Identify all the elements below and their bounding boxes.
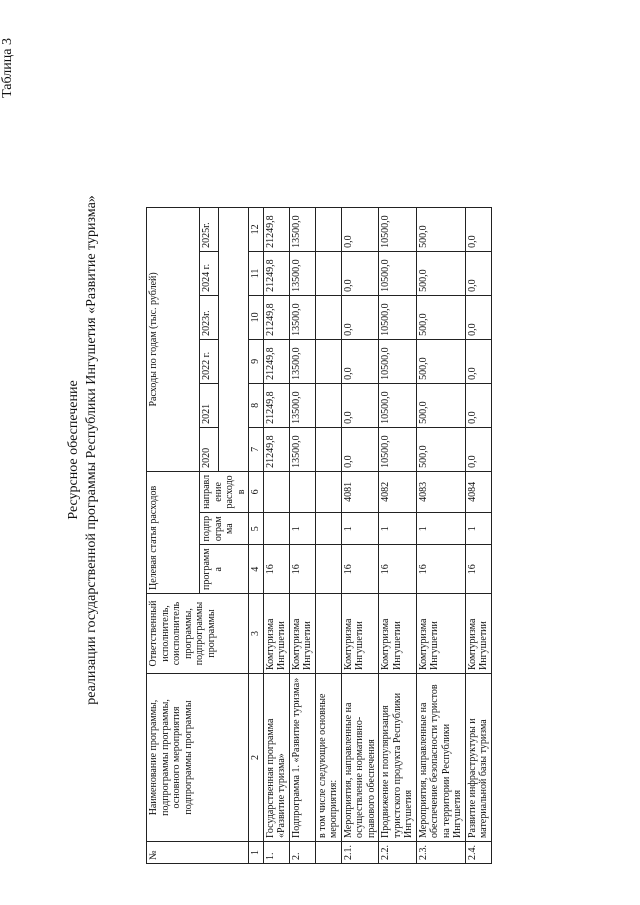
row-value: 500,0 — [416, 207, 465, 251]
row-direction: 4081 — [341, 471, 379, 512]
row-direction: 4082 — [379, 471, 417, 512]
header-year: 2022 г. — [200, 339, 219, 383]
column-number: 3 — [249, 594, 264, 674]
row-value — [315, 383, 341, 427]
row-value: 10500,0 — [379, 427, 417, 471]
table-row — [416, 207, 465, 863]
row-value: 0,0 — [341, 339, 379, 383]
row-value: 0,0 — [341, 295, 379, 339]
row-value: 21249,8 — [263, 295, 289, 339]
row-value — [315, 339, 341, 383]
row-subprog: 1 — [289, 512, 315, 545]
header-year: 2024 г. — [200, 251, 219, 295]
row-prog: 16 — [263, 545, 289, 594]
row-responsible: Комтуризма Ингушетии — [341, 594, 379, 674]
table-row — [315, 207, 341, 863]
header-year: 2023г. — [200, 295, 219, 339]
row-value — [315, 427, 341, 471]
row-name: Мероприятия, направленные на осуществление нормативно-правового обеспечения — [341, 674, 379, 842]
row-value: 0,0 — [341, 251, 379, 295]
row-value: 500,0 — [416, 383, 465, 427]
column-number: 6 — [249, 471, 264, 512]
table-row — [263, 207, 289, 863]
column-number: 8 — [249, 383, 264, 427]
row-value: 0,0 — [465, 207, 491, 251]
row-direction — [289, 471, 315, 512]
header-year: 2020 — [200, 427, 219, 471]
row-value: 13500,0 — [289, 427, 315, 471]
row-name: Развитие инфраструктуры и материальной базы туризма — [465, 674, 491, 842]
row-value: 13500,0 — [289, 251, 315, 295]
row-prog: 16 — [416, 545, 465, 594]
row-value: 10500,0 — [379, 339, 417, 383]
row-value: 21249,8 — [263, 383, 289, 427]
column-number: 5 — [249, 512, 264, 545]
row-value: 0,0 — [465, 339, 491, 383]
header-expenses: Расходы по годам (тыс. рублей) — [147, 207, 200, 471]
row-name: Подпрограмма 1. «Развитие туризма» — [289, 674, 315, 842]
header-target: Целевая статья расходов — [147, 471, 200, 593]
table-row — [465, 207, 491, 863]
column-number: 2 — [249, 674, 264, 842]
row-value — [315, 207, 341, 251]
row-direction — [315, 471, 341, 512]
row-prog: 16 — [465, 545, 491, 594]
row-name: Государственная программа «Развитие туризма» — [263, 674, 289, 842]
header-subprog: подпр ограм ма — [200, 512, 249, 545]
row-number: 2.2. — [379, 842, 417, 864]
row-name: в том числе следующие основные мероприятия: — [315, 674, 341, 842]
row-prog — [315, 545, 341, 594]
row-value: 10500,0 — [379, 251, 417, 295]
row-responsible: Комтуризма Ингушетии — [263, 594, 289, 674]
column-number: 1 — [249, 842, 264, 864]
document-subtitle: реализации государственной программы Республики Ингушетия «Развитие туризма» — [84, 195, 99, 705]
row-number: 2.1. — [341, 842, 379, 864]
row-direction — [263, 471, 289, 512]
row-value: 0,0 — [341, 207, 379, 251]
row-direction: 4083 — [416, 471, 465, 512]
row-subprog: 1 — [465, 512, 491, 545]
row-value: 0,0 — [341, 427, 379, 471]
header-name: Наименование программы, подпрограммы программы, основного мероприятия подпрограммы программы — [147, 674, 249, 842]
column-number: 7 — [249, 427, 264, 471]
header-prog: программ а — [200, 545, 249, 594]
row-value: 0,0 — [465, 295, 491, 339]
row-number: 1. — [263, 842, 289, 864]
row-value: 13500,0 — [289, 295, 315, 339]
row-value: 13500,0 — [289, 339, 315, 383]
row-responsible: Комтуризма Ингушетии — [379, 594, 417, 674]
column-number: 10 — [249, 295, 264, 339]
row-subprog — [263, 512, 289, 545]
row-number — [315, 842, 341, 864]
table-row — [289, 207, 315, 863]
column-number: 9 — [249, 339, 264, 383]
row-value: 500,0 — [416, 427, 465, 471]
table-label: Таблица 3 — [0, 38, 15, 98]
row-value: 0,0 — [341, 383, 379, 427]
row-subprog: 1 — [341, 512, 379, 545]
table-row — [379, 207, 417, 863]
table-row — [341, 207, 379, 863]
row-value: 21249,8 — [263, 207, 289, 251]
document-title: Ресурсное обеспечение — [66, 380, 81, 520]
resource-table — [146, 207, 492, 864]
row-value: 10500,0 — [379, 383, 417, 427]
row-value: 500,0 — [416, 295, 465, 339]
row-responsible: Комтуризма Ингушетии — [289, 594, 315, 674]
row-value: 500,0 — [416, 339, 465, 383]
row-value: 21249,8 — [263, 251, 289, 295]
row-number: 2. — [289, 842, 315, 864]
row-number: 2.4. — [465, 842, 491, 864]
column-number: 4 — [249, 545, 264, 594]
row-name: Мероприятия, направленные на обеспечение безопасности туристов на территории Республики Ингушетия — [416, 674, 465, 842]
row-responsible: Комтуризма Ингушетии — [416, 594, 465, 674]
row-subprog: 1 — [416, 512, 465, 545]
header-year: 2025г. — [200, 207, 219, 251]
row-name: Продвижение и популяризация туристского продукта Республики Ингушетия — [379, 674, 417, 842]
row-responsible — [315, 594, 341, 674]
row-value: 10500,0 — [379, 207, 417, 251]
row-direction: 4084 — [465, 471, 491, 512]
row-prog: 16 — [289, 545, 315, 594]
header-responsible: Ответственный исполнитель, соисполнитель программы, подпрограммы программы — [147, 594, 249, 674]
row-prog: 16 — [379, 545, 417, 594]
header-year: 2021 — [200, 383, 219, 427]
header-direction: направл ение расходо в — [200, 471, 249, 512]
row-responsible: Комтуризма Ингушетии — [465, 594, 491, 674]
row-number: 2.3. — [416, 842, 465, 864]
row-value: 21249,8 — [263, 339, 289, 383]
row-value — [315, 295, 341, 339]
row-value: 0,0 — [465, 251, 491, 295]
row-value: 10500,0 — [379, 295, 417, 339]
row-subprog — [315, 512, 341, 545]
row-value: 0,0 — [465, 427, 491, 471]
row-value: 13500,0 — [289, 207, 315, 251]
column-number: 12 — [249, 207, 264, 251]
row-prog: 16 — [341, 545, 379, 594]
row-value: 21249,8 — [263, 427, 289, 471]
row-value — [315, 251, 341, 295]
header-no: № — [147, 842, 249, 864]
row-value: 500,0 — [416, 251, 465, 295]
column-number: 11 — [249, 251, 264, 295]
row-subprog: 1 — [379, 512, 417, 545]
row-value: 13500,0 — [289, 383, 315, 427]
row-value: 0,0 — [465, 383, 491, 427]
